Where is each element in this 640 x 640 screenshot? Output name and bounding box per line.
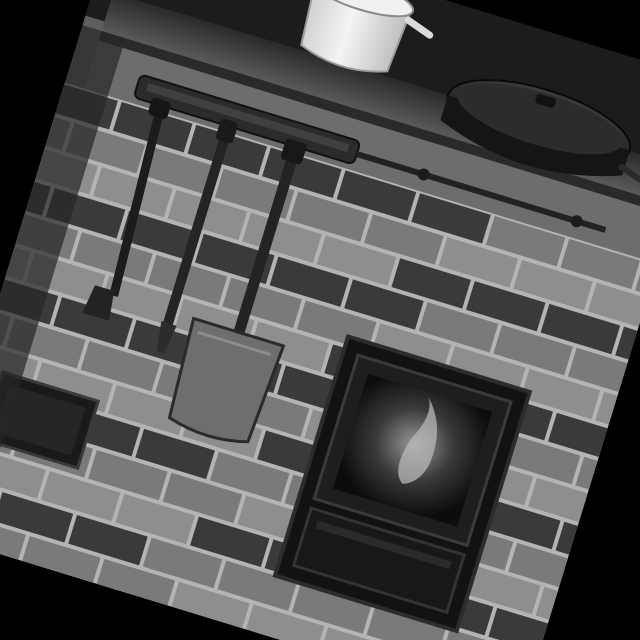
brick (536, 587, 616, 637)
brick (556, 522, 636, 572)
